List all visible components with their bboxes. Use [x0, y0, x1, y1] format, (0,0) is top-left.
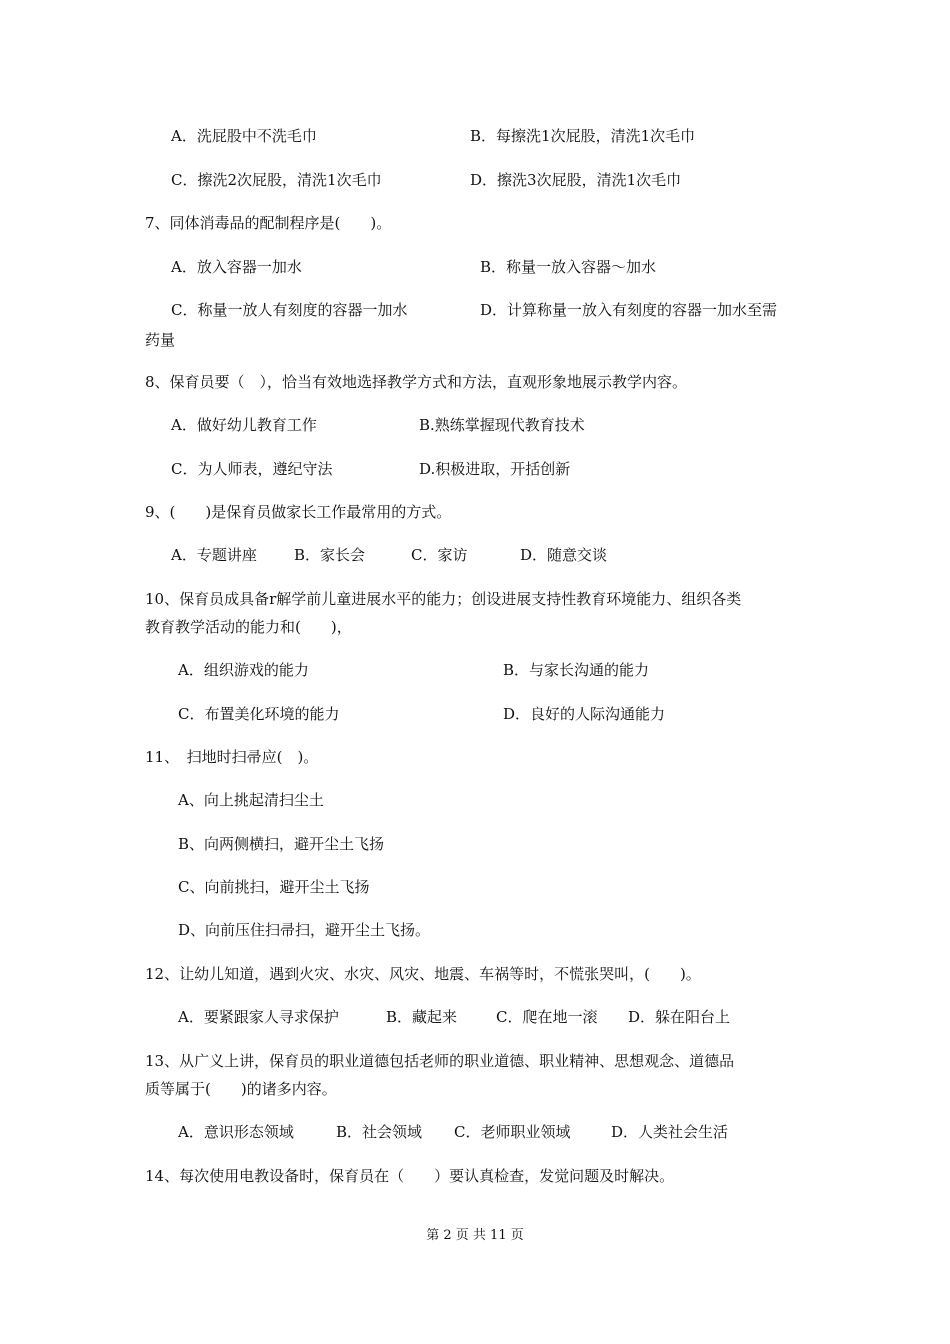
q8-stem: 8、保育员要（ ），恰当有效地选择教学方式和方法，直观形象地展示教学内容。: [145, 373, 688, 391]
q7-option-a: A．放入容器一加水: [171, 258, 302, 276]
q9-option-d: D．随意交谈: [520, 546, 608, 564]
q13-option-c: C．老师职业领域: [454, 1123, 571, 1141]
q11-option-b: B、向两侧横扫，避开尘土飞扬: [178, 835, 385, 853]
q10-option-d: D．良好的人际沟通能力: [503, 705, 666, 723]
q10-stem-line1: 10、保育员成具备r解学前儿童进展水平的能力；创设进展支持性教育环境能力、组织各类: [145, 590, 742, 608]
q8-option-a: A．做好幼儿教育工作: [171, 416, 317, 434]
q12-option-a: A．要紧跟家人寻求保护: [178, 1008, 339, 1026]
q9-option-c: C．家访: [411, 546, 468, 564]
q11-option-a: A、向上挑起清扫尘土: [178, 791, 324, 809]
q13-stem-line2: 质等属于( )的诸多内容。: [145, 1080, 337, 1098]
q11-stem: 11、 扫地时扫帚应( )。: [145, 748, 319, 766]
q13-option-b: B．社会领域: [336, 1123, 423, 1141]
q6-option-b: B．每擦洗1次屁股，清洗1次毛巾: [470, 127, 696, 145]
q10-option-b: B．与家长沟通的能力: [503, 661, 650, 679]
q12-option-c: C．爬在地一滚: [496, 1008, 598, 1026]
q13-option-d: D．人类社会生活: [611, 1123, 729, 1141]
q10-option-c: C．布置美化环境的能力: [178, 705, 340, 723]
q11-option-c: C、向前挑扫，避开尘土飞扬: [178, 878, 370, 896]
q7-option-c: C．称量一放人有刻度的容器一加水: [171, 301, 408, 319]
q10-option-a: A．组织游戏的能力: [178, 661, 309, 679]
q7-option-d: D．计算称量一放入有刻度的容器一加水至需: [480, 301, 778, 319]
page-footer: 第 2 页 共 11 页: [426, 1228, 524, 1243]
q8-option-d: D.积极进取，开括创新: [419, 460, 571, 478]
q7-stem: 7、同体消毒品的配制程序是( )。: [145, 214, 392, 232]
q12-stem: 12、让幼儿知道，遇到火灾、水灾、风灾、地震、车祸等时，不慌张哭叫，( )。: [145, 965, 701, 983]
q8-option-b: B.熟练掌握现代教育技术: [419, 416, 585, 434]
q7-option-d-continued: 药量: [145, 331, 176, 349]
q11-option-d: D、向前压住扫帚扫，避开尘土飞扬。: [178, 921, 431, 939]
q6-option-d: D．擦洗3次屁股，清洗1次毛巾: [470, 171, 682, 189]
q9-stem: 9、( )是保育员做家长工作最常用的方式。: [145, 503, 452, 521]
q6-option-a: A．洗屁股中不洗毛巾: [171, 127, 317, 145]
q7-option-b: B．称量一放入容器～加水: [480, 258, 657, 276]
q8-option-c: C．为人师表，遵纪守法: [171, 460, 333, 478]
q13-stem-line1: 13、从广义上讲，保育员的职业道德包括老师的职业道德、职业精神、思想观念、道德品: [145, 1052, 735, 1070]
q9-option-a: A．专题讲座: [171, 546, 257, 564]
q6-option-c: C．擦洗2次屁股，清洗1次毛巾: [171, 171, 382, 189]
q9-option-b: B．家长会: [294, 546, 366, 564]
q12-option-d: D．躲在阳台上: [628, 1008, 731, 1026]
q14-stem: 14、每次使用电教设备时，保育员在（ ）要认真检查，发觉问题及时解决。: [145, 1167, 675, 1185]
q12-option-b: B．藏起来: [386, 1008, 458, 1026]
q10-stem-line2: 教育教学活动的能力和( )，: [145, 618, 352, 636]
q13-option-a: A．意识形态领域: [178, 1123, 294, 1141]
